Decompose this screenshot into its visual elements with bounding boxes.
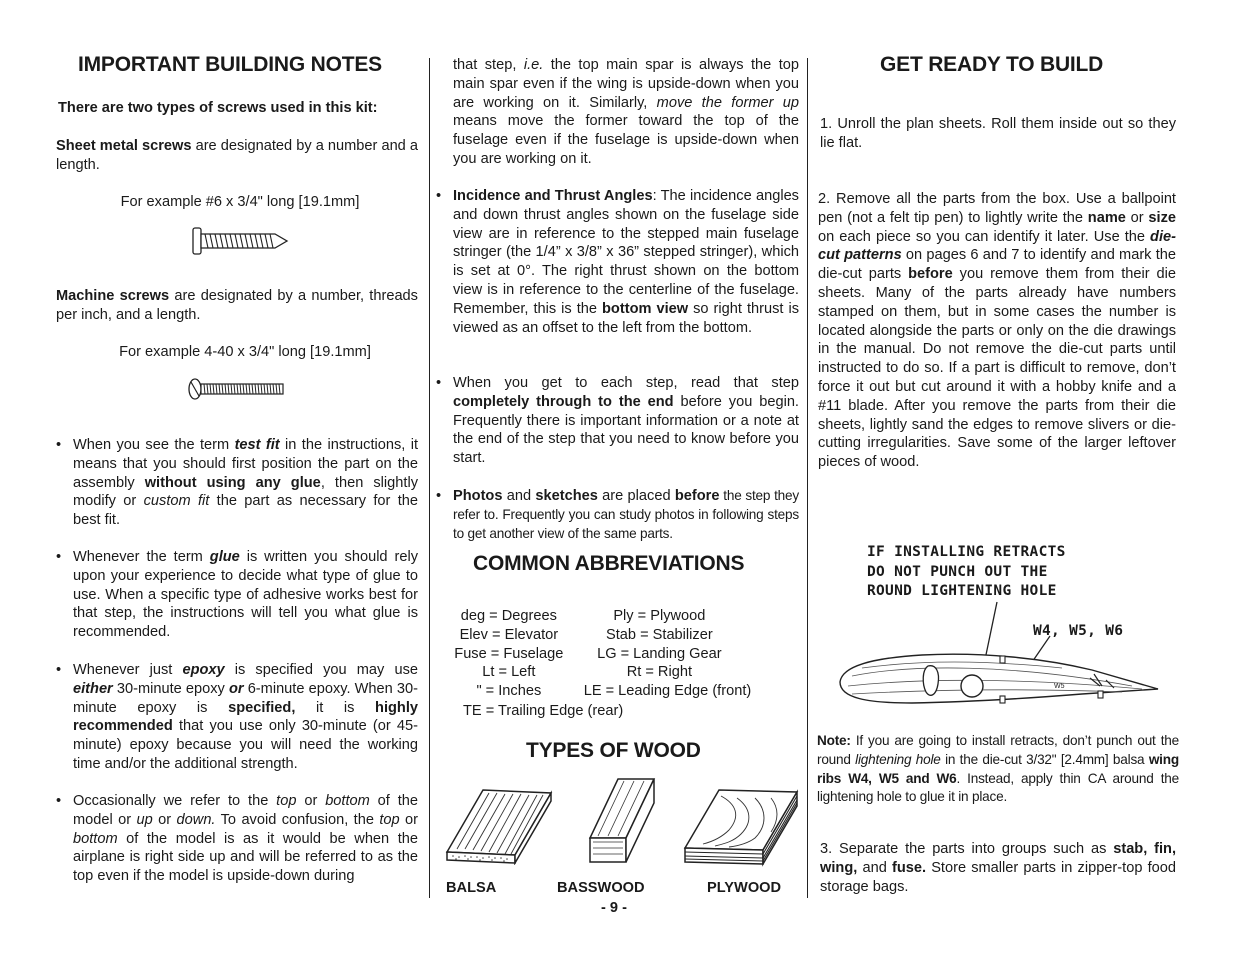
step-1: 1. Unroll the plan sheets. Roll them inside out so they lie flat.: [820, 116, 1176, 151]
continued-text: that step, i.e. the top main spar is always the top main spar even if the wing is upside-down when you are working on it. Similarly, move the former up means move the former toward the top of the fuselage even if the fuselage is upside-down when you are working on it.: [453, 57, 799, 167]
rib-label: W4, W5, W6: [1033, 623, 1124, 639]
plywood-illustration: [681, 786, 801, 870]
label-balsa: BALSA: [446, 880, 497, 896]
column-divider-left: [429, 58, 430, 898]
retracts-note: Note: If you are going to install retracts, don’t punch out the round lightening hole in the die-cut 3/32" [2.4mm] balsa wing ribs W4, W5 and W6. Instead, apply thin CA around the lightening hole to glue it in place.: [817, 733, 1179, 805]
step-2: 2. Remove all the parts from the box. Use a ballpoint pen (not a felt tip pen) to lightly write the name or size on each piece so you can identify it later. Use the die-cut patterns on pages 6 and 7 to identify and mark the die-cut parts before you remove them from their die sheets. Many of the parts already have numbers stamped on them, but in some cases the number is located alongside the parts or only on the die drawings in the manual. Do not remove the die-cut parts until instructed to do so. If a part is difficult to remove, don’t force it out but cut around it with a hobby knife and a #11 blade. After you remove the parts from their die sheets, lightly sand the edges to remove slivers or die-cutting irregularities. Save some of the larger leftover pieces of wood.: [818, 191, 1177, 471]
warning-line: IF INSTALLING RETRACTS: [867, 544, 1066, 560]
bullet-photos-sketches: • Photos and sketches are placed before the step they refer to. Frequently you can study photos in following steps to get another view of the same parts.: [436, 487, 799, 543]
screws-intro: There are two types of screws used in this kit:: [58, 100, 378, 116]
abbr-cell: Fuse = Fuselage: [454, 645, 564, 662]
abbr-cell: Stab = Stabilizer: [606, 626, 713, 643]
wing-rib-illustration: [832, 598, 1162, 716]
abbr-cell: Ply = Plywood: [613, 608, 706, 624]
bullet-incidence-thrust: • Incidence and Thrust Angles: The incidence angles and down thrust angles shown on the fuselage side view are in reference to the stepped main fuselage stringer (the 1/4” x 3/8” x 36” stepped stringer), which is set at 0°. The right thrust shown on the bottom view is in reference to the centerline of the fuselage. Remember, this is the bottom view so right thrust is viewed as an offset to the left from the bottom.: [436, 187, 799, 337]
bullet-glue: • Whenever the term glue is written you should rely upon your experience to decide what type of glue to use. When a specific type of adhesive works best for that step, the instructions will tell you what glue is recommended.: [56, 548, 418, 642]
sheet-metal-example: For example #6 x 3/4" long [19.1mm]: [120, 194, 360, 210]
balsa-wood-illustration: [443, 785, 555, 865]
bullet-top-bottom: • Occasionally we refer to the top or bottom of the model or up or down. To avoid confusion, the top or bottom of the model is as it would be when the airplane is right side up and will be referred to as the top even if the model is upside-down during: [56, 792, 418, 886]
abbr-cell: Elev = Elevator: [459, 626, 559, 643]
abbr-cell: LE = Leading Edge (front): [583, 683, 752, 700]
warning-line: ROUND LIGHTENING HOLE: [867, 583, 1057, 599]
basswood-illustration: [588, 776, 658, 866]
heading-types-of-wood: TYPES OF WOOD: [526, 739, 701, 762]
bullet-epoxy: • Whenever just epoxy is specified you may use either 30-minute epoxy or 6-minute epoxy. When 30-minute epoxy is specified, it is highly recommended that you use only 30-minute (or 45-minute) epoxy because you will need the working time and/or the additional strength.: [56, 661, 418, 774]
abbr-cell: " = Inches: [476, 683, 542, 700]
abbr-trailing-edge: TE = Trailing Edge (rear): [463, 703, 624, 719]
heading-building-notes: IMPORTANT BUILDING NOTES: [78, 53, 382, 76]
label-basswood: BASSWOOD: [557, 880, 645, 896]
heading-get-ready: GET READY TO BUILD: [880, 53, 1104, 76]
sheet-metal-screws-text: Sheet metal screws are designated by a number and a length.: [56, 138, 418, 173]
label-plywood: PLYWOOD: [707, 880, 782, 896]
bullet-read-step: • When you get to each step, read that step completely through to the end before you begin. Frequently there is important information or a note at the end of the step that you need to know before you start.: [436, 374, 799, 468]
rib-small-label: W5: [1054, 683, 1065, 690]
column-divider-right: [807, 58, 808, 898]
abbr-cell: deg = Degrees: [460, 608, 557, 624]
machine-screws-text: Machine screws are designated by a number, threads per inch, and a length.: [56, 288, 418, 323]
machine-screw-example: For example 4-40 x 3/4" long [19.1mm]: [119, 344, 371, 360]
sheet-metal-screw-illustration: [191, 225, 291, 257]
abbr-cell: Rt = Right: [626, 664, 692, 681]
page-number: - 9 -: [601, 900, 627, 916]
step-3: 3. Separate the parts into groups such as stab, fin, wing, and fuse. Store smaller parts in zipper-top food storage bags.: [820, 841, 1176, 895]
heading-abbreviations: COMMON ABBREVIATIONS: [473, 552, 745, 575]
abbreviations-table: [448, 607, 794, 701]
machine-screw-illustration: [187, 376, 287, 402]
retracts-warning: [867, 543, 1066, 602]
warning-line: DO NOT PUNCH OUT THE: [867, 563, 1048, 580]
abbr-cell: Lt = Left: [482, 664, 536, 681]
abbr-cell: LG = Landing Gear: [597, 645, 722, 662]
bullet-test-fit: • When you see the term test fit in the instructions, it means that you should first position the part on the assembly without using any glue, then slightly modify or custom fit the part as necessary for the best fit.: [56, 436, 418, 530]
